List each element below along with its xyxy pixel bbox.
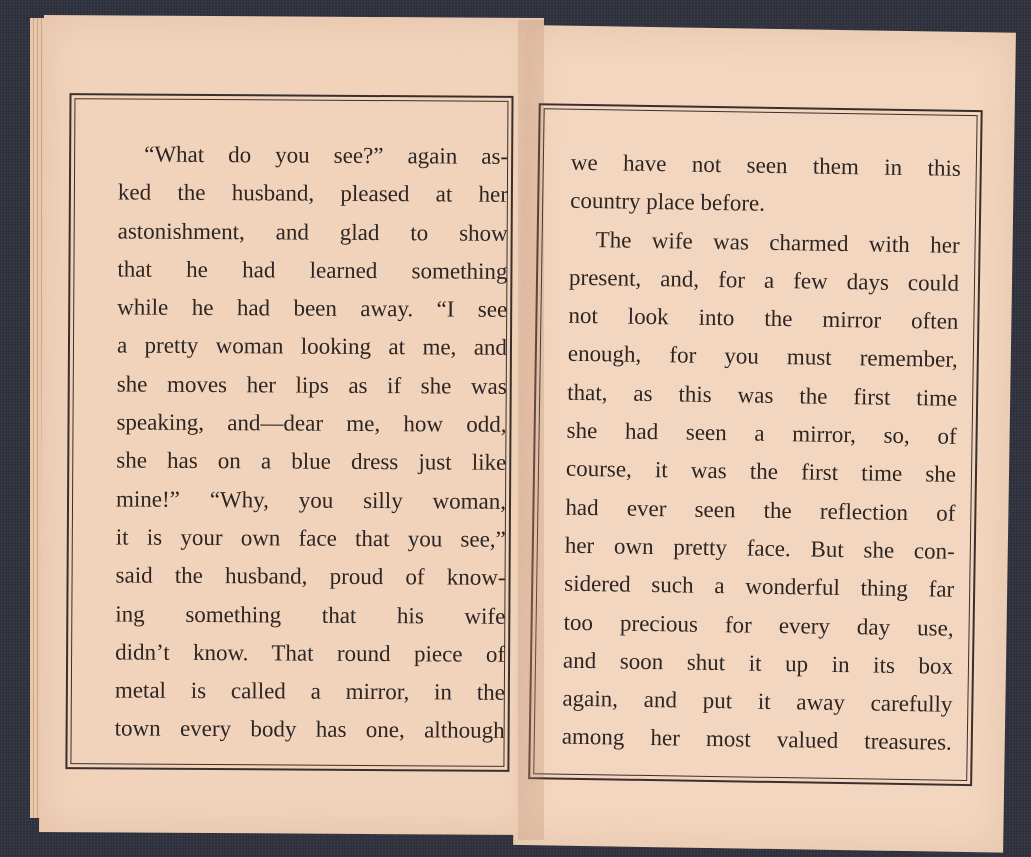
text-line: her own pretty face. But she con- [564, 532, 955, 564]
text-line: again, and put it away carefully [562, 685, 953, 717]
book-gutter [518, 20, 544, 840]
text-line: course, it was the first time she [565, 456, 957, 488]
text-line: while he had been away. “I see [117, 294, 508, 323]
text-line: she had seen a mirror, so, of [566, 417, 957, 449]
text-line: speaking, and—dear me, how odd, [116, 409, 507, 437]
text-line: that, as this was the first time [567, 379, 958, 411]
text-line: country place before. [570, 188, 766, 217]
text-line: astonishment, and glad to show [117, 218, 508, 246]
text-line: she moves her lips as if she was [116, 371, 507, 399]
text-line: she has on a blue dress just like [116, 447, 507, 476]
text-line: it is your own face that you see,” [115, 524, 506, 552]
text-line: ked the husband, pleased at her [117, 179, 508, 208]
text-line: mine!” “Why, you silly woman, [115, 486, 507, 514]
text-line: too precious for every day use, [563, 609, 954, 641]
right-page-text [562, 144, 962, 763]
text-line: not look into the mirror often [568, 302, 959, 335]
text-line: that he had learned something [117, 256, 508, 284]
right-page [513, 25, 1016, 853]
text-line: we have not seen them in this [570, 149, 961, 181]
text-line: and soon shut it up in its box [562, 647, 954, 679]
text-line: among her most valued treasures. [561, 724, 952, 756]
text-line: had ever seen the reflection of [565, 494, 956, 526]
text-line: present, and, for a few days could [568, 264, 960, 296]
text-line: The wife was charmed with her [595, 226, 960, 258]
text-line: said the husband, proud of know- [115, 562, 506, 591]
text-line: “What do you see?” again as- [144, 141, 509, 169]
text-line: sidered such a wonderful thing far [564, 570, 955, 603]
text-line: ing something that his wife [115, 601, 506, 629]
text-line: metal is called a mirror, in the [114, 677, 505, 705]
left-page [39, 15, 544, 835]
text-line: enough, for you must remember, [567, 341, 958, 373]
text-line: town every body has one, although [114, 715, 505, 744]
left-page-text [115, 135, 509, 750]
text-line: didn’t know. That round piece of [115, 639, 506, 667]
text-line: a pretty woman looking at me, and [116, 332, 508, 361]
